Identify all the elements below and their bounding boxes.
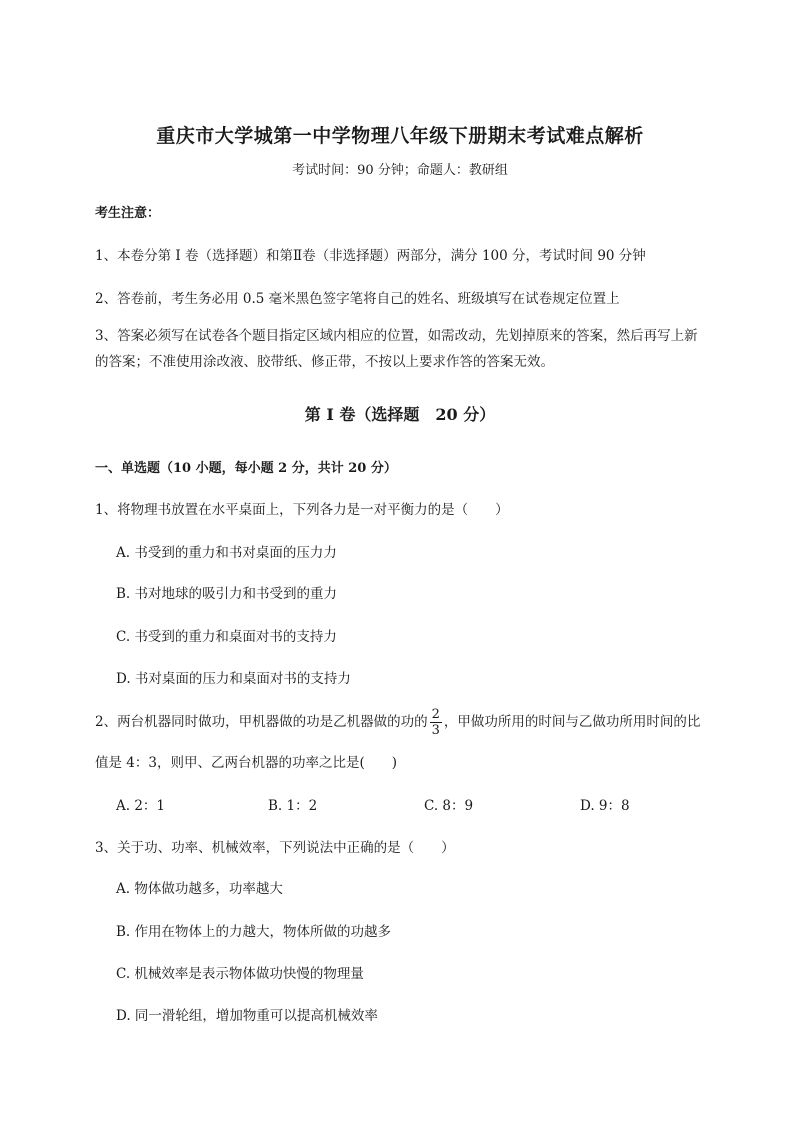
question-2-stem-line-1 — [95, 707, 700, 738]
question-3-option-a: A. 物体做功越多，功率越大 — [116, 881, 283, 897]
question-2-stem-part-b: ，甲做功所用的时间与乙做功所用时间的比 — [443, 714, 701, 730]
question-group-heading: 一、单选题（10 小题，每小题 2 分，共计 20 分） — [95, 461, 397, 476]
notice-item-2: 2、答卷前，考生务必用 0.5 毫米黑色签字笔将自己的姓名、班级填写在试卷规定位置上 — [95, 291, 620, 307]
question-3-option-d: D. 同一滑轮组，增加物重可以提高机械效率 — [116, 1008, 378, 1024]
fraction-numerator: 2 — [431, 707, 440, 722]
section-title: 第 I 卷（选择题 20 分） — [304, 405, 496, 424]
question-3-option-c: C. 机械效率是表示物体做功快慢的物理量 — [116, 966, 364, 982]
question-2-option-b: B. 1：2 — [268, 798, 318, 814]
question-2-option-d: D. 9：8 — [580, 798, 630, 814]
question-1-option-d: D. 书对桌面的压力和桌面对书的支持力 — [116, 671, 351, 687]
fraction-denominator: 3 — [431, 723, 440, 738]
question-1-option-c: C. 书受到的重力和桌面对书的支持力 — [116, 629, 337, 645]
question-1-option-b: B. 书对地球的吸引力和书受到的重力 — [116, 586, 338, 602]
question-3-option-b: B. 作用在物体上的力越大，物体所做的功越多 — [116, 924, 392, 940]
question-3-stem: 3、关于功、功率、机械效率，下列说法中正确的是（ ） — [95, 840, 455, 856]
notice-item-3: 3、答案必须写在试卷各个题目指定区域内相应的位置，如需改动，先划掉原来的答案，然后再写上新的答案；不准使用涂改液、胶带纸、修正带，不按以上要求作答的答案无效。 — [95, 328, 698, 370]
notice-item-1: 1、本卷分第 I 卷（选择题）和第Ⅱ卷（非选择题）两部分，满分 100 分，考试时间 90 分钟 — [95, 248, 646, 264]
question-1-option-a: A. 书受到的重力和书对桌面的压力力 — [116, 545, 337, 561]
document-title: 重庆市大学城第一中学物理八年级下册期末考试难点解析 — [156, 125, 644, 147]
fraction — [430, 707, 442, 738]
question-1-stem: 1、将物理书放置在水平桌面上，下列各力是一对平衡力的是（ ） — [95, 502, 509, 518]
document-subtitle: 考试时间：90 分钟；命题人：教研组 — [292, 163, 508, 178]
question-2-stem-line-2: 值是 4：3，则甲、乙两台机器的功率之比是( ) — [95, 755, 398, 771]
question-2-option-a: A. 2：1 — [116, 798, 166, 814]
notice-heading: 考生注意： — [95, 206, 161, 221]
question-2-stem-part-a: 2、两台机器同时做功，甲机器做的功是乙机器做的功的 — [95, 714, 428, 730]
question-2-option-c: C. 8：9 — [424, 798, 474, 814]
